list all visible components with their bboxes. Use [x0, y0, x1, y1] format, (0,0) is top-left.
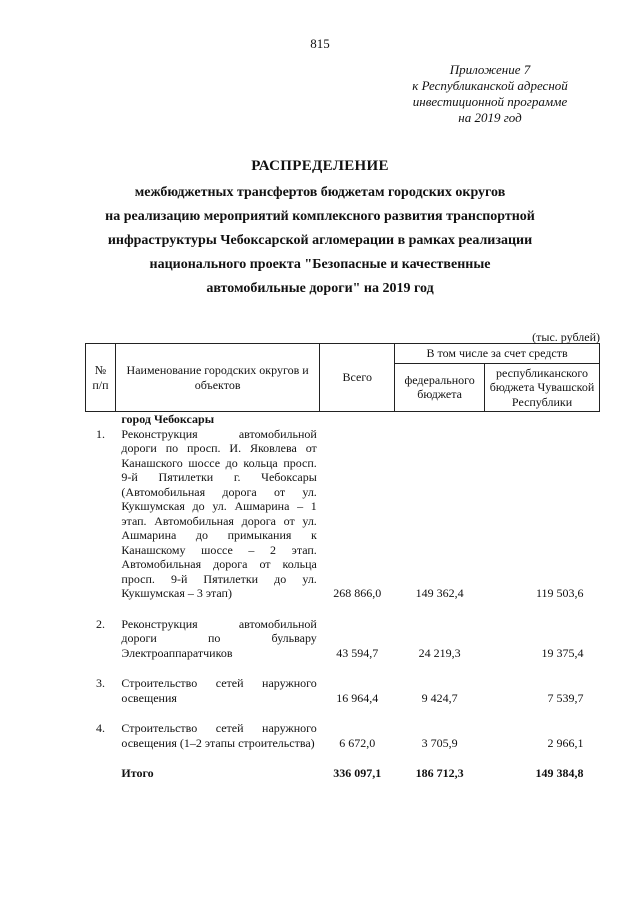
row-number: 1.	[95, 426, 105, 441]
row-republic: 19 375,4	[541, 645, 584, 660]
row-number: 3.	[95, 676, 105, 690]
row-federal: 24 219,3	[418, 645, 461, 660]
appendix-line: инвестиционной программе	[412, 94, 568, 109]
row-number: 2.	[95, 616, 105, 631]
document-subtitle	[60, 181, 580, 301]
row-name: Строительство сетей наружного освещения (1–2 этапы строительства)	[121, 721, 317, 750]
total-republic: 149 384,8	[535, 766, 584, 780]
row-total: 16 964,4	[336, 690, 379, 705]
table-row-city	[86, 412, 600, 427]
header-number: № п/п	[86, 344, 116, 412]
row-republic: 7 539,7	[547, 690, 584, 705]
table-row	[86, 721, 600, 750]
table-row	[86, 617, 600, 661]
row-federal: 9 424,7	[421, 690, 458, 705]
header-name: Наименование городских округов и объектов	[115, 344, 319, 412]
row-name: Реконструкция автомобильной дороги по бульвару Электроаппаратчиков	[121, 616, 317, 660]
document-title: РАСПРЕДЕЛЕНИЕ	[251, 158, 389, 174]
row-name: Реконструкция автомобильной дороги по просп. И. Яковлева от Канашского шоссе до кольца просп. 9-й Пятилетки г. Чебоксары (Автомобильная дорога от ул. Кукшумская до ул. Ашмарина – 1 этап. Автомобильная дорога от ул. Ашмарина до примыкания к Канашскому шоссе – 2 этап. Автомобильная дорога от кольца просп. 9-й Пятилетки до ул. Кукшумская – 3 этап)	[121, 426, 317, 600]
header-total: Всего	[320, 344, 395, 412]
row-republic: 2 966,1	[547, 735, 584, 750]
page-number: 815	[310, 36, 330, 51]
subtitle-line: инфраструктуры Чебоксарской агломерации в рамках реализации	[107, 233, 533, 248]
subtitle-line: национального проекта "Безопасные и качественные	[149, 257, 491, 272]
units-label: (тыс. рублей)	[532, 330, 600, 344]
row-number: 4.	[95, 721, 105, 735]
table-row	[86, 427, 600, 601]
total-federal: 186 712,3	[415, 766, 464, 780]
row-total: 268 866,0	[333, 586, 382, 600]
total-row	[86, 766, 600, 781]
appendix-line: Приложение 7	[449, 62, 531, 77]
header-republic: республиканского бюджета Чувашской Республики	[485, 363, 600, 412]
row-federal: 3 705,9	[421, 735, 458, 750]
distribution-table	[85, 343, 600, 781]
subtitle-line: на реализацию мероприятий комплексного развития транспортной	[105, 209, 535, 224]
row-republic: 119 503,6	[535, 586, 584, 600]
appendix-note	[380, 62, 600, 126]
row-name: Строительство сетей наружного освещения	[121, 676, 317, 705]
header-federal: федерального бюджета	[395, 363, 485, 412]
table-row	[86, 676, 600, 705]
header-including: В том числе за счет средств	[395, 344, 600, 364]
appendix-line: на 2019 год	[458, 110, 522, 125]
total-label: Итого	[121, 766, 154, 780]
row-federal: 149 362,4	[415, 586, 464, 600]
row-total: 6 672,0	[339, 735, 376, 750]
row-total: 43 594,7	[336, 645, 379, 660]
total-sum: 336 097,1	[333, 766, 382, 780]
city-name: город Чебоксары	[121, 412, 215, 426]
subtitle-line: межбюджетных трансфертов бюджетам городских округов	[134, 185, 506, 200]
appendix-line: к Республиканской адресной	[412, 78, 568, 93]
subtitle-line: автомобильные дороги" на 2019 год	[206, 281, 434, 296]
